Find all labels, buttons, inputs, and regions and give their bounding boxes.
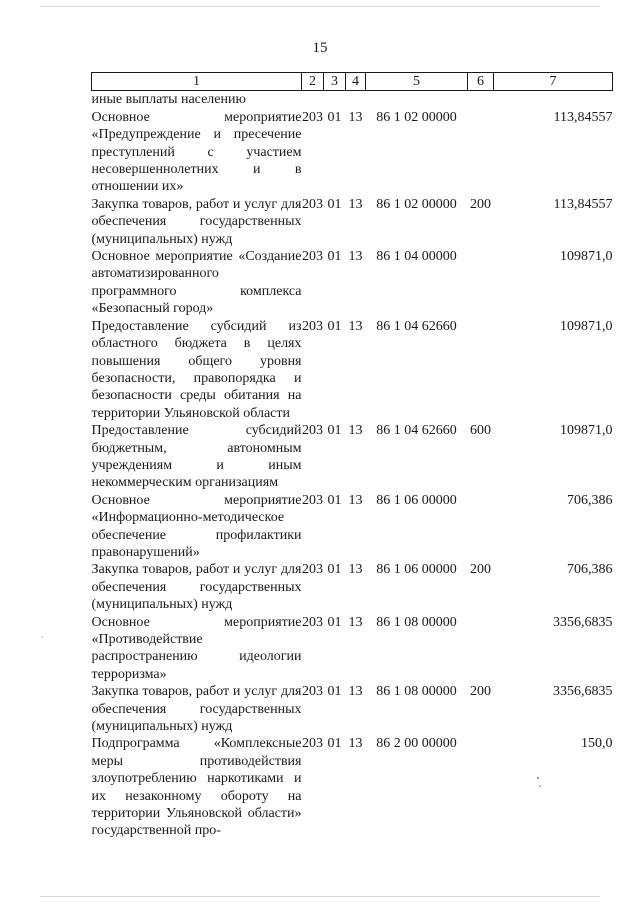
row-code-3-cell: 01 [327, 614, 342, 630]
row-name-cell: Подпрограмма «Комплексные меры противодействия злоупотреблению наркотиками и их незаконному обороту на территории Ульяновской области» государственной про- [91, 736, 302, 839]
row-code-3-cell: 01 [327, 684, 342, 700]
row-code-6-cell [468, 91, 494, 109]
row-code-6-cell: 200 [470, 562, 491, 578]
row-code-3-cell: 01 [327, 318, 342, 334]
budget-table [91, 72, 613, 840]
row-code-6-cell: 200 [470, 196, 491, 212]
table-row [92, 91, 613, 109]
row-name-cell: Основное мероприятие «Создание автоматизированного программного комплекса «Безопасный город» [91, 249, 302, 317]
row-code-3-cell: 01 [327, 736, 342, 752]
column-header-5: 5 [366, 73, 468, 91]
row-code-5-cell: 86 1 08 00000 [376, 614, 457, 630]
table-row [92, 492, 613, 562]
row-code-5-cell: 86 1 08 00000 [376, 684, 457, 700]
column-header-6: 6 [468, 73, 494, 91]
row-name-cell: Предоставление субсидий из областного бюджета в целях повышения общего уровня безопасности, правопорядка и безопасности среды обитания на территории Ульяновской области [91, 318, 302, 421]
column-header-7: 7 [494, 73, 613, 91]
row-code-2-cell: 203 [302, 736, 323, 752]
row-name-cell: Закупка товаров, работ и услуг для обеспечения государственных (муниципальных) нужд [91, 684, 302, 735]
row-code-4-cell: 13 [348, 492, 363, 508]
row-code-4-cell: 13 [348, 109, 363, 125]
row-code-6-cell: 200 [470, 684, 491, 700]
row-code-5-cell: 86 1 04 00000 [376, 249, 457, 265]
row-code-4-cell: 13 [348, 736, 363, 752]
table-row [92, 248, 613, 318]
row-code-4-cell: 13 [348, 562, 363, 578]
table-row [92, 561, 613, 613]
row-code-4-cell: 13 [348, 249, 363, 265]
row-code-4-cell: 13 [348, 196, 363, 212]
row-code-2-cell: 203 [302, 109, 323, 125]
row-code-5-cell: 86 1 04 62660 [376, 423, 457, 439]
table-row [92, 109, 613, 196]
row-code-6-cell [468, 248, 494, 318]
row-amount-cell: 113,84557 [553, 109, 613, 125]
row-code-3-cell: 01 [327, 423, 342, 439]
scan-top-edge-line [40, 6, 600, 7]
row-code-6-cell [468, 318, 494, 422]
row-code-3-cell [324, 91, 346, 109]
row-code-6-cell [468, 614, 494, 684]
row-amount-cell: 706,386 [567, 492, 613, 508]
table-row [92, 735, 613, 839]
row-code-6-cell [468, 735, 494, 839]
row-code-4-cell: 13 [348, 423, 363, 439]
column-header-1: 1 [92, 73, 302, 91]
row-code-3-cell: 01 [327, 562, 342, 578]
scan-bottom-edge-line [40, 896, 600, 897]
row-code-5-cell: 86 1 02 00000 [376, 196, 457, 212]
row-code-6-cell: 600 [470, 423, 491, 439]
row-code-4-cell: 13 [348, 318, 363, 334]
row-code-4-cell: 13 [348, 684, 363, 700]
row-code-3-cell: 01 [327, 109, 342, 125]
row-amount-cell: 113,84557 [553, 196, 613, 212]
row-code-4-cell [346, 91, 366, 109]
page-number: 15 [312, 40, 328, 56]
row-code-5-cell: 86 2 00 00000 [376, 736, 457, 752]
row-code-5-cell: 86 1 02 00000 [376, 109, 457, 125]
row-name-cell: Закупка товаров, работ и услуг для обеспечения государственных (муниципальных) нужд [91, 196, 302, 247]
scan-speck [41, 636, 42, 637]
row-name-cell: Предоставление субсидий бюджетным, автономным учреждениям и иным некоммерческим организациям [91, 423, 302, 491]
column-header-2: 2 [302, 73, 324, 91]
row-name-cell: Основное мероприятие «Предупреждение и пресечение преступлений с участием несовершеннолетних и в отношении их» [91, 109, 302, 195]
table-row [92, 422, 613, 492]
row-code-5-cell: 86 1 06 00000 [376, 492, 457, 508]
row-code-3-cell: 01 [327, 196, 342, 212]
row-code-2-cell: 203 [302, 318, 323, 334]
row-amount-cell: 150,0 [581, 736, 613, 752]
row-amount-cell: 109871,0 [560, 249, 613, 265]
row-code-2-cell: 203 [302, 196, 323, 212]
row-amount-cell: 3356,6835 [553, 614, 613, 630]
table-row [92, 683, 613, 735]
row-code-5-cell: 86 1 04 62660 [376, 318, 457, 334]
row-code-3-cell: 01 [327, 249, 342, 265]
row-name-cell: иные выплаты населению [91, 92, 246, 108]
table-row [92, 318, 613, 422]
row-code-2-cell: 203 [302, 562, 323, 578]
table-row [92, 614, 613, 684]
row-code-2-cell: 203 [302, 684, 323, 700]
column-header-4: 4 [346, 73, 366, 91]
table-header-row [92, 73, 613, 91]
row-code-2-cell [302, 91, 324, 109]
row-code-6-cell [468, 492, 494, 562]
row-code-3-cell: 01 [327, 492, 342, 508]
row-code-2-cell: 203 [302, 423, 323, 439]
row-code-2-cell: 203 [302, 492, 323, 508]
row-amount-cell [494, 91, 613, 109]
table-row [92, 196, 613, 248]
row-name-cell: Основное мероприятие «Информационно-методическое обеспечение профилактики правонарушений» [91, 492, 302, 560]
row-amount-cell: 3356,6835 [553, 684, 613, 700]
row-amount-cell: 109871,0 [560, 423, 613, 439]
row-code-5-cell [366, 91, 468, 109]
row-code-4-cell: 13 [348, 614, 363, 630]
row-amount-cell: 109871,0 [560, 318, 613, 334]
row-code-2-cell: 203 [302, 614, 323, 630]
row-code-5-cell: 86 1 06 00000 [376, 562, 457, 578]
row-name-cell: Основное мероприятие «Противодействие распространению идеологии терроризма» [91, 614, 302, 682]
row-code-2-cell: 203 [302, 249, 323, 265]
row-amount-cell: 706,386 [567, 562, 613, 578]
column-header-3: 3 [324, 73, 346, 91]
row-code-6-cell [468, 109, 494, 196]
row-name-cell: Закупка товаров, работ и услуг для обеспечения государственных (муниципальных) нужд [91, 562, 302, 613]
